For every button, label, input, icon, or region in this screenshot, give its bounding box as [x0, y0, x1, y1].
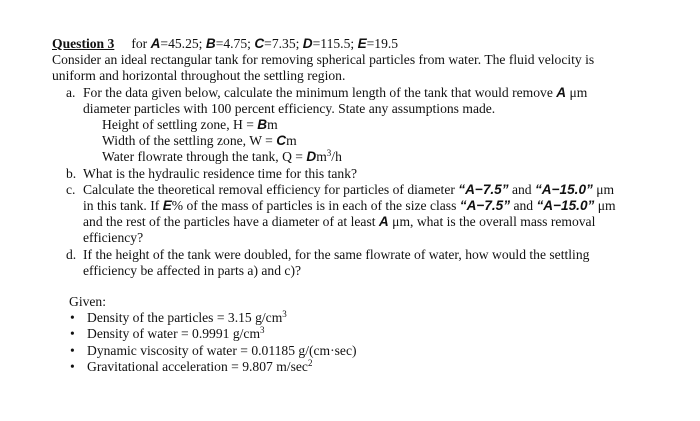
- question-parts: [52, 85, 680, 279]
- part-c-line-3-post: μm, what is the overall mass removal: [392, 214, 596, 230]
- intro-line-1: Consider an ideal rectangular tank for removing spherical particles from water. The fluid velocity is: [52, 52, 595, 68]
- var-b-name: B: [205, 36, 216, 51]
- flow-unit-tail: /h: [331, 149, 342, 165]
- var-d-value: =115.5;: [312, 36, 355, 51]
- part-a-line-1-var: A: [556, 84, 567, 100]
- given-item-water-density: [69, 326, 680, 342]
- width-line: [52, 133, 680, 149]
- width-unit: m: [286, 133, 297, 149]
- part-c-line-1-and: and: [511, 181, 532, 197]
- flow-unit-exponent: 3: [326, 148, 332, 159]
- part-d-line-1: If the height of the tank were doubled, for the same flowrate of water, how would the settling: [83, 246, 590, 262]
- bullet-icon: •: [70, 342, 75, 358]
- given-item-0-sup: 3: [282, 309, 287, 320]
- flow-var: D: [306, 149, 317, 165]
- size-class-1-repeat: “A−7.5”: [459, 198, 511, 214]
- part-c-line-3: [83, 214, 680, 230]
- given-item-particle-density: [69, 310, 680, 326]
- given-item-3-sup: 2: [307, 357, 313, 368]
- part-c-line-2-mid: % of the mass of particles is in each of the size class: [171, 198, 457, 214]
- part-c-line-1-text: Calculate the theoretical removal efficiency for particles of diameter: [83, 181, 455, 197]
- height-unit: m: [267, 117, 278, 133]
- given-item-3-text: Gravitational acceleration = 9.807 m/sec: [87, 358, 308, 374]
- part-a-marker: a.: [66, 84, 76, 100]
- part-c: [52, 182, 680, 247]
- part-c-line-2-var: E: [162, 198, 172, 214]
- flow-label: Water flowrate through the tank, Q =: [102, 149, 303, 165]
- part-c-line-4: efficiency?: [83, 230, 144, 246]
- var-c-name: C: [254, 36, 265, 51]
- part-c-line-3-pre: and the rest of the particles have a diameter of at least: [83, 214, 376, 230]
- var-e-name: E: [357, 36, 367, 51]
- for-text: for: [131, 36, 148, 51]
- question-header: [52, 36, 680, 52]
- part-b-text: What is the hydraulic residence time for this tank?: [83, 165, 358, 181]
- height-line: [52, 117, 680, 133]
- var-a-name: A: [150, 36, 161, 51]
- var-d-name: D: [302, 36, 313, 51]
- width-label: Width of the settling zone, W =: [102, 133, 273, 149]
- given-item-2-text: Dynamic viscosity of water = 0.01185 g/(cm·sec): [87, 342, 357, 358]
- size-class-2-repeat: “A−15.0”: [536, 198, 595, 214]
- width-var: C: [276, 133, 287, 149]
- part-c-line-1-unit: μm: [596, 181, 615, 197]
- height-var: B: [257, 117, 268, 133]
- flow-unit: m: [316, 149, 327, 165]
- height-label: Height of settling zone, H =: [102, 117, 254, 133]
- part-d: [52, 247, 680, 279]
- intro-line-2: uniform and horizontal throughout the settling region.: [52, 68, 346, 84]
- given-section: [52, 294, 680, 375]
- part-a: [52, 85, 680, 117]
- part-c-line-1: [83, 182, 680, 198]
- flow-line: [52, 149, 680, 165]
- given-item-0-text: Density of the particles = 3.15 g/cm: [87, 310, 283, 326]
- given-item-1-text: Density of water = 0.9991 g/cm: [87, 326, 261, 342]
- part-a-line-1-text: For the data given below, calculate the minimum length of the tank that would remove: [83, 84, 553, 100]
- part-c-line-2-and: and: [513, 198, 534, 214]
- part-c-line-3-var: A: [378, 214, 389, 230]
- part-a-line-1: [83, 85, 680, 101]
- bullet-icon: •: [70, 358, 75, 374]
- part-c-marker: c.: [66, 181, 76, 197]
- part-c-line-2-unit: μm: [597, 198, 616, 214]
- var-a-value: =45.25;: [160, 36, 203, 51]
- var-c-value: =7.35;: [264, 36, 300, 51]
- part-b: [52, 166, 680, 182]
- part-a-line-1-unit: μm: [569, 84, 588, 100]
- question-label: Question 3: [52, 36, 115, 51]
- var-b-value: =4.75;: [215, 36, 251, 51]
- part-b-marker: b.: [66, 165, 77, 181]
- part-c-line-2-pre: in this tank. If: [83, 198, 160, 214]
- given-item-gravity: [69, 359, 680, 375]
- given-item-1-sup: 3: [260, 325, 265, 336]
- size-class-1: “A−7.5”: [458, 181, 509, 197]
- part-c-line-2: [83, 198, 680, 214]
- var-e-value: =19.5: [366, 36, 399, 51]
- size-class-2: “A−15.0”: [535, 181, 593, 197]
- given-title: Given:: [69, 294, 106, 310]
- part-a-line-2: diameter particles with 100 percent efficiency. State any assumptions made.: [83, 100, 496, 116]
- bullet-icon: •: [70, 310, 75, 326]
- given-list: [69, 310, 680, 375]
- given-item-viscosity: [69, 343, 680, 359]
- bullet-icon: •: [70, 326, 75, 342]
- part-d-line-2: efficiency be affected in parts a) and c)?: [83, 262, 302, 278]
- part-d-marker: d.: [66, 246, 77, 262]
